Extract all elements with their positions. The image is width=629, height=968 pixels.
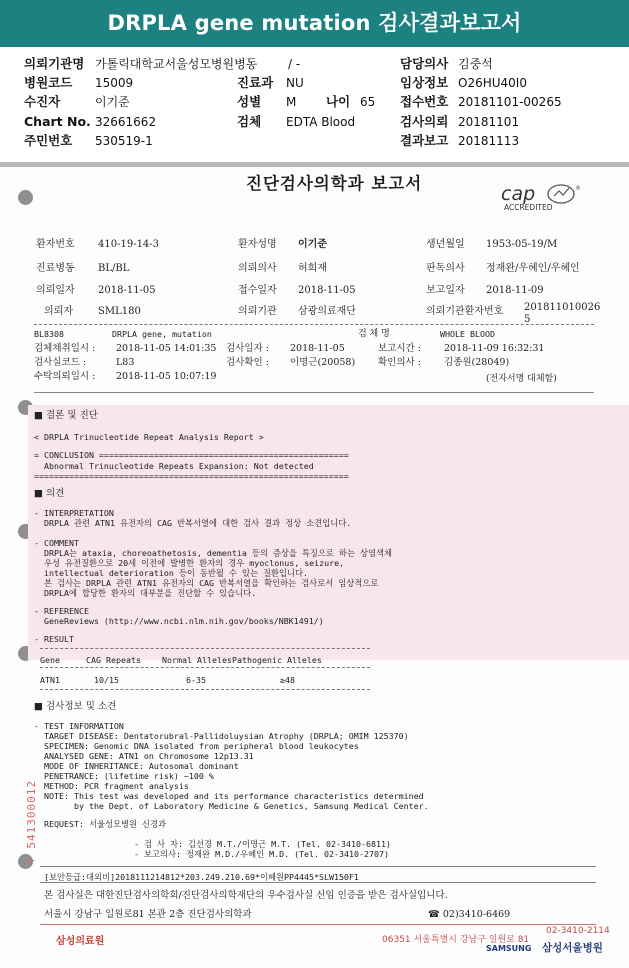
test-info-line: PENETRANCE: (lifetime risk) ~100 % <box>34 771 214 781</box>
hospital-value: 가톨릭대학교서울성모병원병동 <box>95 57 258 71</box>
footer-brand: SAMSUNG <box>486 944 532 953</box>
reference-text: GeneReviews (http://www.ncbi.nlm.nih.gov/books/NBK1491/) <box>34 616 324 626</box>
test-info-line: MODE OF INHERITANCE: Autosomal dominant <box>34 761 239 771</box>
footer-hospital-logo: 삼성서울병원 <box>542 942 603 954</box>
conclusion-rule: =============================================================== <box>34 471 349 481</box>
time-value: 이명근(20058) <box>290 357 356 368</box>
info-value-cont: 5 <box>524 314 531 325</box>
divider <box>34 324 594 325</box>
test-code: BL8308 <box>34 329 64 339</box>
divider <box>40 667 370 668</box>
dept-value: NU <box>286 76 304 90</box>
receipt-label: 접수번호 <box>400 94 449 109</box>
punch-hole-icon <box>18 190 33 205</box>
time-value: 2018-11-05 14:01:35 <box>116 343 217 354</box>
footer-phone: 02-3410-2114 <box>546 926 610 936</box>
clinical-label: 임상정보 <box>400 75 449 90</box>
comment-line: DRPLA는 ataxia, choreoathetosis, dementia 등의 증상을 특징으로 하는 상염색체 <box>34 548 393 558</box>
code-label: 병원코드 <box>24 75 73 90</box>
report-label: 결과보고 <box>400 133 449 148</box>
section-testinfo-heading: ■ 검사정보 및 소견 <box>34 701 117 712</box>
info-label: 의뢰기관환자번호 <box>426 306 504 317</box>
certification-text: 본 검사실은 대한진단검사의학회/진단검사의학재단의 우수검사실 신임 인증을 받은 검사실입니다. <box>44 890 448 901</box>
reporter-line: - 보고의사: 정재완 M.D./우혜인 M.D. (Tel. 02-3410-2707) <box>134 849 389 859</box>
chart-label: Chart No. <box>24 114 91 129</box>
info-value: 이기준 <box>298 239 327 250</box>
footer-org: 삼성의료원 <box>56 936 105 947</box>
time-label: 검사확인 : <box>226 357 269 368</box>
footer-divider <box>40 924 596 925</box>
comment-line: 본 검사는 DRPLA 관련 ATN1 유전자의 CAG 반복서열을 확인하는 검사로서 임상적으로 <box>34 578 379 588</box>
sex-value: M <box>286 95 297 109</box>
time-label: 검체채취일시 : <box>34 343 96 354</box>
time-label: 검사실코드 : <box>34 357 87 368</box>
result-heading: - RESULT <box>34 634 74 644</box>
specimen-value: EDTA Blood <box>286 115 356 129</box>
section-conclusion-heading: ■ 결론 및 진단 <box>34 410 98 421</box>
result-col-pathogenic: Pathogenic Alleles <box>232 655 322 665</box>
info-value: BL/BL <box>98 263 130 274</box>
time-label: 검사일자 : <box>226 343 269 354</box>
info-label: 의뢰의사 <box>238 263 277 274</box>
info-value: 정재완/우혜인/우혜인 <box>486 263 580 274</box>
time-value: 김종원(28049) <box>444 357 510 368</box>
info-value: SML180 <box>98 306 141 317</box>
info-label: 판독의사 <box>426 263 465 274</box>
lab-phone: ☎ 02)3410-6469 <box>428 909 511 920</box>
sex-label: 성별 <box>237 94 262 109</box>
test-info-line: SPECIMEN: Genomic DNA isolated from peripheral blood leukocytes <box>34 741 359 751</box>
interpretation-text: DRPLA 관련 ATN1 유전자의 CAG 반복서열에 대한 검사 결과 정상 소견입니다. <box>34 518 352 528</box>
age-label: 나이 <box>326 94 351 109</box>
time-label: 확인의사 : <box>378 357 421 368</box>
report-title: DRPLA gene mutation 검사결과보고서 <box>0 0 629 47</box>
info-value: 410-19-14-3 <box>98 239 160 250</box>
comment-line: intellectual deterioration 등이 동반될 수 있는 질환입니다. <box>34 568 309 578</box>
time-label: 수탁의뢰일시 : <box>34 371 96 382</box>
e-signature-note: (전자서명 대체함) <box>486 374 557 384</box>
info-label: 의뢰자 <box>44 306 73 317</box>
test-info-line: - TEST INFORMATION <box>34 721 124 731</box>
comment-line: 우성 유전질환으로 20세 이전에 발병한 환자의 경우 myoclonus, seizure, <box>34 558 345 568</box>
cap-logo-text: cap <box>501 183 536 205</box>
time-value: L83 <box>116 357 135 368</box>
test-info-line: by the Dept. of Laboratory Medicine & Genetics, Samsung Medical Center. <box>34 801 429 811</box>
doctor-value: 김중석 <box>458 57 493 71</box>
info-label: 접수일자 <box>238 285 277 296</box>
interpretation-heading: - INTERPRETATION <box>34 508 114 518</box>
receipt-value: 20181101-00265 <box>458 95 562 109</box>
report-value: 20181113 <box>458 134 520 148</box>
hospital-label: 의뢰기관명 <box>24 56 85 71</box>
info-value: 삼광의료재단 <box>298 306 356 317</box>
cap-accredited-logo <box>499 182 581 212</box>
lab-address: 서울시 강남구 일원로81 본관 2층 진단검사의학과 <box>44 909 252 920</box>
time-value: 2018-11-05 <box>290 343 345 354</box>
time-label: 보고시간 : <box>378 343 421 354</box>
rrn-label: 주민번호 <box>24 133 73 148</box>
footer-address: 06351 서울특별시 강남구 일원로 81 <box>382 935 530 945</box>
info-value: 2018-11-05 <box>298 285 356 296</box>
divider <box>40 882 596 883</box>
side-number: + 541300012 <box>25 780 38 864</box>
test-info-line: NOTE: This test was developed and its performance characteristics determined <box>34 791 424 801</box>
conclusion-text: Abnormal Trinucleotide Repeats Expansion: Not detected <box>34 461 314 471</box>
security-line: [보안등급:대외비]2018111214812*203.249.210.69*이혜원PP4445*SLW150F1 <box>44 872 359 882</box>
scan-report-title: 진단검사의학과 보고서 <box>246 174 423 193</box>
section-opinion-heading: ■ 의견 <box>34 488 65 499</box>
specimen-label: 검체 <box>237 114 262 129</box>
divider <box>40 648 370 649</box>
info-value: 201811010026 <box>524 302 601 313</box>
result-col-normal: Normal Alleles <box>162 655 232 665</box>
dept-label: 진료과 <box>237 75 274 90</box>
divider <box>40 866 596 867</box>
result-col-gene: Gene <box>40 655 60 665</box>
request-value: 20181101 <box>458 115 520 129</box>
cap-accredited-text: ACCREDITED <box>504 203 553 212</box>
test-info-line: ANALYSED GENE: ATN1 on Chromosome 12p13.31 <box>34 751 254 761</box>
info-value: 허희재 <box>298 263 327 274</box>
rrn-value: 530519-1 <box>95 134 153 148</box>
tester-line: - 검 사 자: 김선경 M.T./이명근 M.T. (Tel. 02-3410-6811) <box>134 839 391 849</box>
patient-value: 이기준 <box>95 95 130 109</box>
result-gene: ATN1 <box>40 675 60 685</box>
comment-line: DRPLA에 합당한 환자의 대부분을 진단할 수 있습니다. <box>34 588 257 598</box>
comment-heading: - COMMENT <box>34 538 79 548</box>
test-name: DRPLA gene, mutation <box>112 329 212 339</box>
result-pathogenic-alleles: ≥48 <box>280 675 295 685</box>
time-value: 2018-11-05 10:07:19 <box>116 371 217 382</box>
specimen-name-label: 검 체 명 <box>358 329 390 339</box>
request-line: REQUEST: 서울성모병원 신경과 <box>34 819 167 829</box>
request-label: 검사의뢰 <box>400 114 449 129</box>
result-col-cag: CAG Repeats <box>86 655 141 665</box>
code-value: 15009 <box>95 76 134 90</box>
info-label: 의뢰기관 <box>238 306 277 317</box>
chart-value: 32661662 <box>95 115 157 129</box>
info-value: 1953-05-19/M <box>486 239 558 250</box>
info-label: 보고일자 <box>426 285 465 296</box>
analysis-report-title: < DRPLA Trinucleotide Repeat Analysis Report > <box>34 432 264 442</box>
info-value: 2018-11-09 <box>486 285 544 296</box>
time-value: 2018-11-09 16:32:31 <box>444 343 545 354</box>
info-value: 2018-11-05 <box>98 285 156 296</box>
test-info-line: TARGET DISEASE: Dentatorubral-Pallidoluysian Atrophy (DRPLA; OMIM 125370) <box>34 731 409 741</box>
divider <box>40 689 370 690</box>
cap-trademark: ® <box>575 185 581 192</box>
ward-value: / - <box>288 57 301 71</box>
info-label: 진료병동 <box>36 263 75 274</box>
info-label: 생년월일 <box>426 239 465 250</box>
result-normal-alleles: 6-35 <box>186 675 206 685</box>
reference-heading: - REFERENCE <box>34 606 89 616</box>
result-cag-repeats: 10/15 <box>94 675 119 685</box>
clinical-value: O26HU40I0 <box>458 76 527 90</box>
info-label: 환자번호 <box>36 239 75 250</box>
test-info-line: METHOD: PCR fragment analysis <box>34 781 189 791</box>
info-label: 의뢰일자 <box>36 285 75 296</box>
doctor-label: 담당의사 <box>400 56 449 71</box>
info-label: 환자성명 <box>238 239 277 250</box>
divider <box>34 392 594 393</box>
age-value: 65 <box>360 95 376 109</box>
specimen-name-value: WHOLE BLOOD <box>440 329 495 339</box>
conclusion-heading: = CONCLUSION ================================================== <box>34 450 349 460</box>
patient-label: 수진자 <box>24 94 61 109</box>
